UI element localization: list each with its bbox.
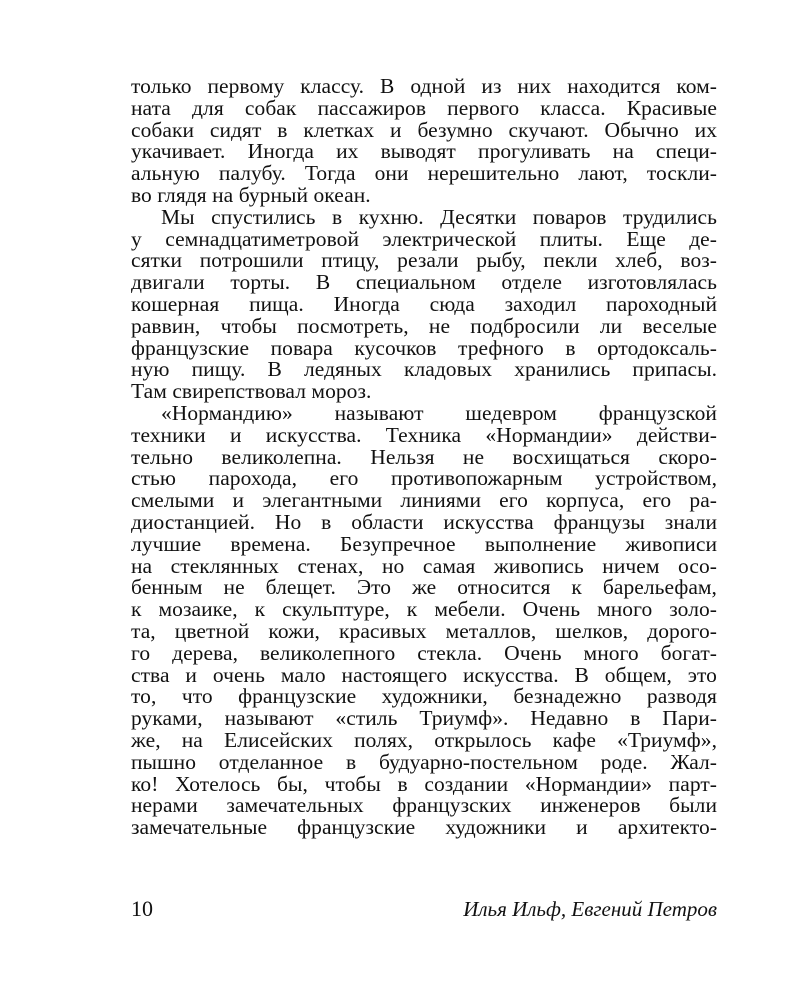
- text-line: то, что французские художники, безнадежно разводя: [131, 684, 717, 709]
- text-line: у семнадцатиметровой электрической плиты. Еще де-: [131, 226, 717, 251]
- body-text: [131, 76, 717, 839]
- text-line: только первому классу. В одной из них находится ком-: [131, 74, 717, 98]
- text-line: техники и искусства. Техника «Нормандии» действи-: [131, 422, 717, 447]
- text-line: французские повара кусочков трефного в ортодоксаль-: [131, 335, 717, 360]
- text-line: пышно отделанное в будуарно-постельном роде. Жал-: [131, 749, 717, 774]
- text-line: руками, называют «стиль Триумф». Недавно в Пари-: [131, 706, 717, 731]
- text-line: замечательные французские художники и архитекто-: [131, 815, 717, 840]
- text-line: двигали торты. В специальном отделе изготовлялась: [131, 270, 717, 295]
- text-line: Мы спустились в кухню. Десятки поваров трудились: [161, 204, 717, 229]
- text-line: стью парохода, его противопожарным устройством,: [131, 466, 717, 491]
- text-line: ства и очень мало настоящего искусства. В общем, это: [131, 662, 717, 687]
- text-line: диостанцией. Но в области искусства французы знали: [131, 509, 717, 534]
- text-line: лучшие времена. Безупречное выполнение живописи: [131, 531, 717, 556]
- text-line: собаки сидят в клетках и безумно скучают. Обычно их: [131, 117, 717, 142]
- text-line: на стеклянных стенах, но самая живопись ничем осо-: [131, 553, 717, 578]
- text-line: Там свирепствовал мороз.: [131, 379, 372, 404]
- running-author: Илья Ильф, Евгений Петров: [463, 897, 717, 921]
- text-line: бенным не блещет. Это же относится к барельефам,: [131, 575, 717, 600]
- text-line: раввин, чтобы посмотреть, не подбросили ли веселые: [131, 313, 717, 338]
- page-number: 10: [131, 896, 153, 921]
- text-line: смелыми и элегантными линиями его корпуса, его ра-: [131, 488, 717, 513]
- text-line: сятки потрошили птицу, резали рыбу, пекли хлеб, воз-: [131, 248, 717, 273]
- text-line: во глядя на бурный океан.: [131, 182, 371, 207]
- page-footer: [131, 895, 717, 923]
- text-line: же, на Елисейских полях, открылось кафе «Триумф»,: [131, 727, 717, 752]
- text-line: «Нормандию» называют шедевром французской: [161, 400, 717, 425]
- text-line: укачивает. Иногда их выводят прогуливать на специ-: [131, 139, 717, 164]
- text-line: кошерная пища. Иногда сюда заходил пароходный: [131, 291, 717, 316]
- text-line: та, цветной кожи, красивых металлов, шелков, дорого-: [131, 618, 717, 643]
- text-line: нерами замечательных французских инженеров были: [131, 793, 717, 818]
- text-line: го дерева, великолепного стекла. Очень много богат-: [131, 640, 717, 665]
- text-line: ную пищу. В ледяных кладовых хранились припасы.: [131, 357, 717, 382]
- text-line: тельно великолепна. Нельзя не восхищаться скоро-: [131, 444, 717, 469]
- text-line: альную палубу. Тогда они нерешительно лают, тоскли-: [131, 161, 717, 186]
- text-line: к мозаике, к скульптуре, к мебели. Очень много золо-: [131, 597, 717, 622]
- text-line: ко! Хотелось бы, чтобы в создании «Нормандии» парт-: [131, 771, 717, 796]
- text-line: ната для собак пассажиров первого класса. Красивые: [131, 95, 717, 120]
